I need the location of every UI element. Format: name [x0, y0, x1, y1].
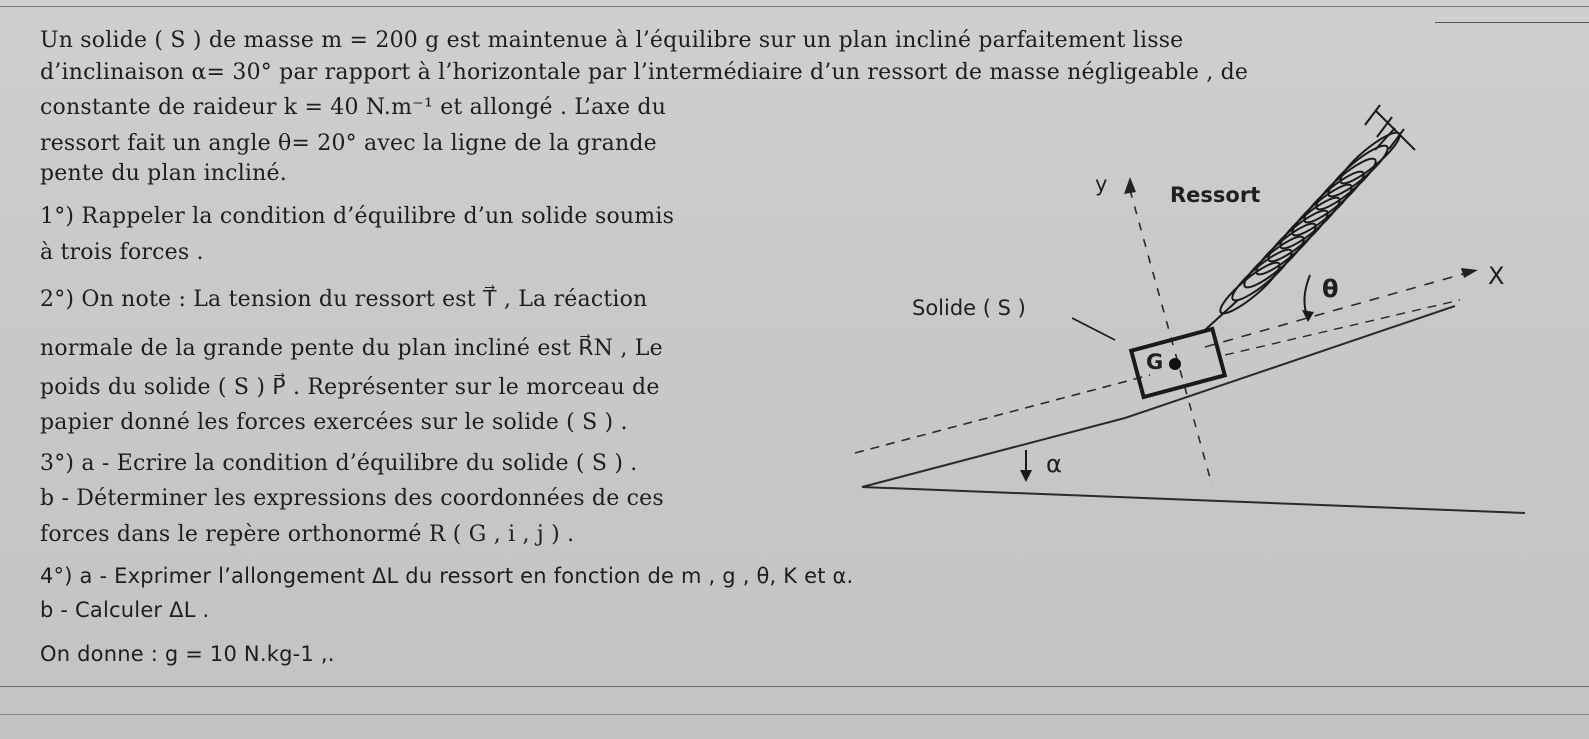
incline-dashed-line	[855, 375, 1150, 453]
text-line-6: 1°) Rappeler la condition d’équilibre d’un solide soumis	[40, 204, 675, 229]
text-line-5: pente du plan incliné.	[40, 161, 287, 186]
spring-top-rod	[1375, 128, 1395, 150]
g-label: G	[1146, 350, 1164, 374]
text-line-17: On donne : g = 10 N.kg-1 ,.	[40, 642, 335, 666]
x-axis-label: X	[1488, 262, 1505, 290]
solide-label: Solide ( S )	[912, 296, 1026, 320]
text-line-12: 3°) a - Ecrire la condition d’équilibre du solide ( S ) .	[40, 451, 638, 476]
text-line-3: constante de raideur k = 40 N.m⁻¹ et allongé . L’axe du	[40, 95, 667, 120]
wall-hatch	[1365, 105, 1415, 150]
text-line-16: b - Calculer ΔL .	[40, 598, 210, 622]
text-line-4: ressort fait un angle θ= 20° avec la ligne de la grande	[40, 131, 657, 156]
text-line-9: normale de la grande pente du plan incliné est R⃗N , Le	[40, 336, 663, 361]
y-axis-label: y	[1095, 172, 1108, 196]
horizontal-ground-line	[862, 487, 1525, 513]
text-line-10: poids du solide ( S ) P⃗ . Représenter sur le morceau de	[40, 375, 660, 400]
text-line-13: b - Déterminer les expressions des coordonnées de ces	[40, 486, 664, 511]
text-line-15: 4°) a - Exprimer l’allongement ΔL du ressort en fonction de m , g , θ, K et α.	[40, 564, 854, 588]
ressort-label: Ressort	[1170, 183, 1261, 207]
theta-arc-arrowhead	[1302, 310, 1314, 322]
spring-coils	[1215, 127, 1405, 320]
x-axis-arrowhead	[1461, 268, 1478, 278]
text-line-1: Un solide ( S ) de masse m = 200 g est maintenue à l’équilibre sur un plan incliné parfaitement lisse	[40, 28, 1184, 53]
text-line-8: 2°) On note : La tension du ressort est T⃗ , La réaction	[40, 287, 648, 312]
text-line-2: d’inclinaison α= 30° par rapport à l’horizontale par l’intermédiaire d’un ressort de masse négligeable , de	[40, 60, 1249, 85]
text-line-14: forces dans le repère orthonormé R ( G , i , j ) .	[40, 522, 575, 547]
theta-label: θ	[1322, 275, 1339, 303]
text-line-11: papier donné les forces exercées sur le solide ( S ) .	[40, 410, 628, 435]
center-of-mass-point	[1169, 358, 1181, 370]
incline-surface	[862, 418, 1125, 487]
alpha-label: α	[1046, 450, 1062, 478]
y-axis-dashed	[1130, 190, 1212, 485]
solide-leader-line	[1072, 318, 1115, 340]
text-line-7: à trois forces .	[40, 240, 204, 265]
alpha-marker-arrowhead	[1020, 470, 1032, 482]
y-axis-arrowhead	[1124, 177, 1136, 194]
